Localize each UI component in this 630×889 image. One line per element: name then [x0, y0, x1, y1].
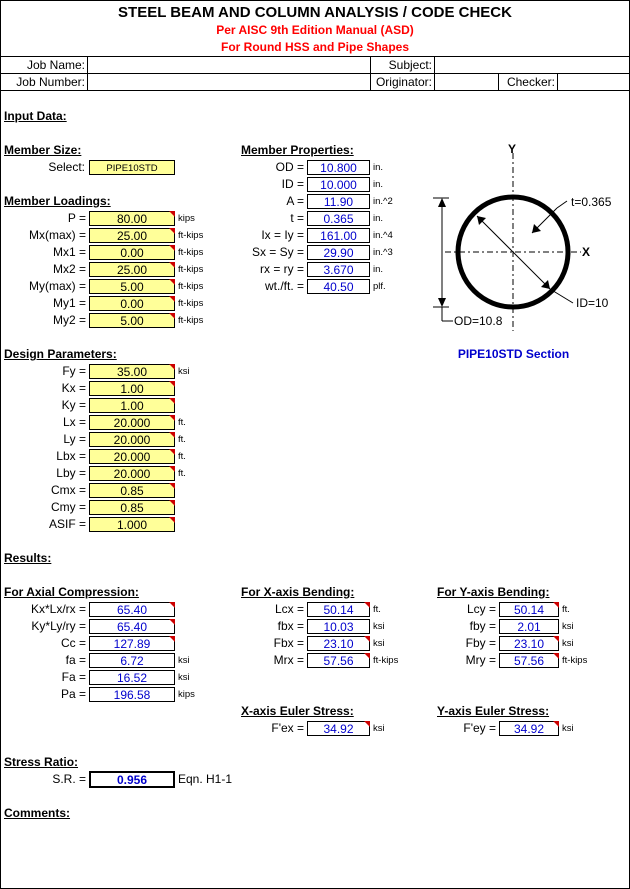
- load-label: Mx1 =: [52, 245, 86, 259]
- axial-unit: ksi: [178, 655, 190, 666]
- load-unit: ft-kips: [178, 315, 204, 326]
- property-value: 40.50: [307, 279, 370, 294]
- axial-label: Kx*Lx/rx =: [30, 602, 86, 616]
- axial-label: fa =: [65, 653, 86, 667]
- load-unit: ft-kips: [178, 298, 204, 309]
- load-label: P =: [67, 211, 86, 225]
- param-input[interactable]: 1.00: [89, 398, 175, 413]
- y-bending-unit: ft-kips: [562, 655, 588, 666]
- axial-value: 127.89: [89, 636, 175, 651]
- comments-heading: Comments:: [4, 806, 71, 820]
- axial-value: 65.40: [89, 602, 175, 617]
- axial-label: Cc =: [60, 636, 86, 650]
- checker-label: Checker:: [506, 75, 555, 89]
- select-label: Select:: [48, 160, 85, 174]
- property-unit: in.^4: [373, 230, 393, 241]
- x-bending-value: 50.14: [307, 602, 370, 617]
- thickness-label: t=0.365: [571, 195, 612, 209]
- outer-diameter-label: OD=10.8: [454, 314, 503, 328]
- property-value: 11.90: [307, 194, 370, 209]
- param-label: Ly =: [63, 432, 86, 446]
- subject-label: Subject:: [388, 58, 432, 72]
- param-unit: ft.: [178, 434, 186, 445]
- job-name-label: Job Name:: [26, 58, 85, 72]
- param-unit: ft.: [178, 417, 186, 428]
- param-label: Kx =: [61, 381, 86, 395]
- job-name-field[interactable]: [88, 57, 369, 72]
- axial-unit: ksi: [178, 672, 190, 683]
- y-bending-value: 50.14: [499, 602, 559, 617]
- axial-unit: kips: [178, 689, 195, 700]
- y-euler-value: 34.92: [499, 721, 559, 736]
- originator-label: Originator:: [375, 75, 432, 89]
- job-number-field[interactable]: [88, 74, 369, 89]
- x-bending-unit: ft-kips: [373, 655, 399, 666]
- property-label: Sx = Sy =: [251, 245, 304, 259]
- property-label: wt./ft. =: [264, 279, 304, 293]
- y-bending-label: Lcy =: [466, 602, 496, 616]
- y-bending-unit: ksi: [562, 621, 574, 632]
- load-label: My(max) =: [29, 279, 86, 293]
- load-input[interactable]: 0.00: [89, 296, 175, 311]
- page-subtitle-code: Per AISC 9th Edition Manual (ASD): [216, 23, 414, 37]
- x-bending-value: 10.03: [307, 619, 370, 634]
- load-unit: ft-kips: [178, 264, 204, 275]
- x-bending-label: Lcx =: [274, 602, 304, 616]
- param-input[interactable]: 20.000: [89, 415, 175, 430]
- property-unit: in.: [373, 213, 384, 224]
- x-bending-unit: ksi: [373, 638, 385, 649]
- subject-field[interactable]: [435, 57, 628, 72]
- param-label: ASIF =: [48, 517, 86, 531]
- load-unit: ft-kips: [178, 281, 204, 292]
- property-value: 10.800: [307, 160, 370, 175]
- x-bending-unit: ft.: [373, 604, 381, 615]
- checker-field[interactable]: [558, 74, 628, 89]
- stress-ratio-equation: Eqn. H1-1: [178, 772, 233, 786]
- property-label: A =: [286, 194, 304, 208]
- originator-field[interactable]: [435, 74, 497, 89]
- x-bending-unit: ksi: [373, 621, 385, 632]
- axial-compression-heading: For Axial Compression:: [4, 585, 139, 599]
- axial-value: 65.40: [89, 619, 175, 634]
- load-unit: ft-kips: [178, 230, 204, 241]
- load-input[interactable]: 25.00: [89, 262, 175, 277]
- property-value: 3.670: [307, 262, 370, 277]
- param-input[interactable]: 20.000: [89, 466, 175, 481]
- load-input[interactable]: 25.00: [89, 228, 175, 243]
- property-value: 161.00: [307, 228, 370, 243]
- y-bending-heading: For Y-axis Bending:: [437, 585, 550, 599]
- x-bending-heading: For X-axis Bending:: [241, 585, 355, 599]
- load-input[interactable]: 5.00: [89, 313, 175, 328]
- property-value: 10.000: [307, 177, 370, 192]
- param-input[interactable]: 35.00: [89, 364, 175, 379]
- property-value: 0.365: [307, 211, 370, 226]
- inner-diameter-label: ID=10: [576, 296, 609, 310]
- axial-value: 16.52: [89, 670, 175, 685]
- property-label: OD =: [275, 160, 304, 174]
- param-input[interactable]: 20.000: [89, 449, 175, 464]
- param-unit: ft.: [178, 451, 186, 462]
- axial-label: Pa =: [60, 687, 86, 701]
- y-bending-value: 23.10: [499, 636, 559, 651]
- stress-ratio-value: 0.956: [89, 771, 175, 788]
- x-bending-value: 57.56: [307, 653, 370, 668]
- results-heading: Results:: [4, 551, 52, 565]
- axial-label: Ky*Ly/ry =: [31, 619, 86, 633]
- y-axis-label: Y: [508, 142, 517, 156]
- axial-value: 6.72: [89, 653, 175, 668]
- load-label: Mx2 =: [52, 262, 86, 276]
- member-loadings-heading: Member Loadings:: [4, 194, 111, 208]
- member-properties-heading: Member Properties:: [241, 143, 354, 157]
- page-title: STEEL BEAM AND COLUMN ANALYSIS / CODE CHECK: [118, 4, 512, 21]
- property-unit: in.^2: [373, 196, 393, 207]
- y-bending-value: 2.01: [499, 619, 559, 634]
- property-label: rx = ry =: [259, 262, 304, 276]
- section-caption: PIPE10STD Section: [457, 347, 570, 361]
- param-label: Lby =: [56, 466, 86, 480]
- param-unit: ft.: [178, 468, 186, 479]
- param-label: Cmy =: [50, 500, 86, 514]
- y-euler-heading: Y-axis Euler Stress:: [437, 704, 550, 718]
- y-bending-label: Fby =: [465, 636, 496, 650]
- y-bending-unit: ft.: [562, 604, 570, 615]
- axial-value: 196.58: [89, 687, 175, 702]
- load-unit: ft-kips: [178, 247, 204, 258]
- design-parameters-heading: Design Parameters:: [4, 347, 117, 361]
- x-bending-label: fbx =: [277, 619, 304, 633]
- property-unit: in.^3: [373, 247, 393, 258]
- param-unit: ksi: [178, 366, 190, 377]
- load-input[interactable]: 80.00: [89, 211, 175, 226]
- load-label: My2 =: [52, 313, 86, 327]
- y-bending-label: Mry =: [465, 653, 496, 667]
- load-unit: kips: [178, 213, 195, 224]
- param-label: Fy =: [62, 364, 86, 378]
- x-bending-label: Mrx =: [273, 653, 304, 667]
- page-subtitle-shapes: For Round HSS and Pipe Shapes: [220, 40, 410, 54]
- load-label: My1 =: [52, 296, 86, 310]
- stress-ratio-label: S.R. =: [52, 772, 86, 786]
- property-unit: in.: [373, 162, 384, 173]
- param-input[interactable]: 0.85: [89, 500, 175, 515]
- section-select[interactable]: PIPE10STD: [89, 160, 175, 175]
- x-bending-value: 23.10: [307, 636, 370, 651]
- property-label: Ix = Iy =: [261, 228, 304, 242]
- input-data-heading: Input Data:: [4, 109, 67, 123]
- x-euler-unit: ksi: [373, 723, 385, 734]
- property-unit: in.: [373, 264, 384, 275]
- x-euler-value: 34.92: [307, 721, 370, 736]
- param-input[interactable]: 20.000: [89, 432, 175, 447]
- stress-ratio-heading: Stress Ratio:: [4, 755, 79, 769]
- param-label: Ky =: [61, 398, 86, 412]
- comments-area[interactable]: [4, 823, 624, 883]
- load-label: Mx(max) =: [29, 228, 86, 242]
- x-euler-heading: X-axis Euler Stress:: [241, 704, 354, 718]
- property-label: t =: [290, 211, 304, 225]
- axial-label: Fa =: [61, 670, 86, 684]
- property-value: 29.90: [307, 245, 370, 260]
- property-label: ID =: [281, 177, 304, 191]
- param-label: Lbx =: [56, 449, 86, 463]
- param-input[interactable]: 0.85: [89, 483, 175, 498]
- param-input[interactable]: 1.00: [89, 381, 175, 396]
- y-euler-label: F'ey =: [463, 721, 496, 735]
- y-bending-value: 57.56: [499, 653, 559, 668]
- param-input[interactable]: 1.000: [89, 517, 175, 532]
- y-bending-label: fby =: [469, 619, 496, 633]
- member-size-heading: Member Size:: [4, 143, 82, 157]
- x-bending-label: Fbx =: [273, 636, 304, 650]
- x-axis-label: X: [582, 245, 591, 259]
- y-bending-unit: ksi: [562, 638, 574, 649]
- load-input[interactable]: 0.00: [89, 245, 175, 260]
- y-euler-unit: ksi: [562, 723, 574, 734]
- x-euler-label: F'ex =: [271, 721, 304, 735]
- job-number-label: Job Number:: [16, 75, 85, 89]
- param-label: Cmx =: [50, 483, 86, 497]
- load-input[interactable]: 5.00: [89, 279, 175, 294]
- param-label: Lx =: [62, 415, 86, 429]
- property-unit: in.: [373, 179, 384, 190]
- property-unit: plf.: [373, 281, 386, 292]
